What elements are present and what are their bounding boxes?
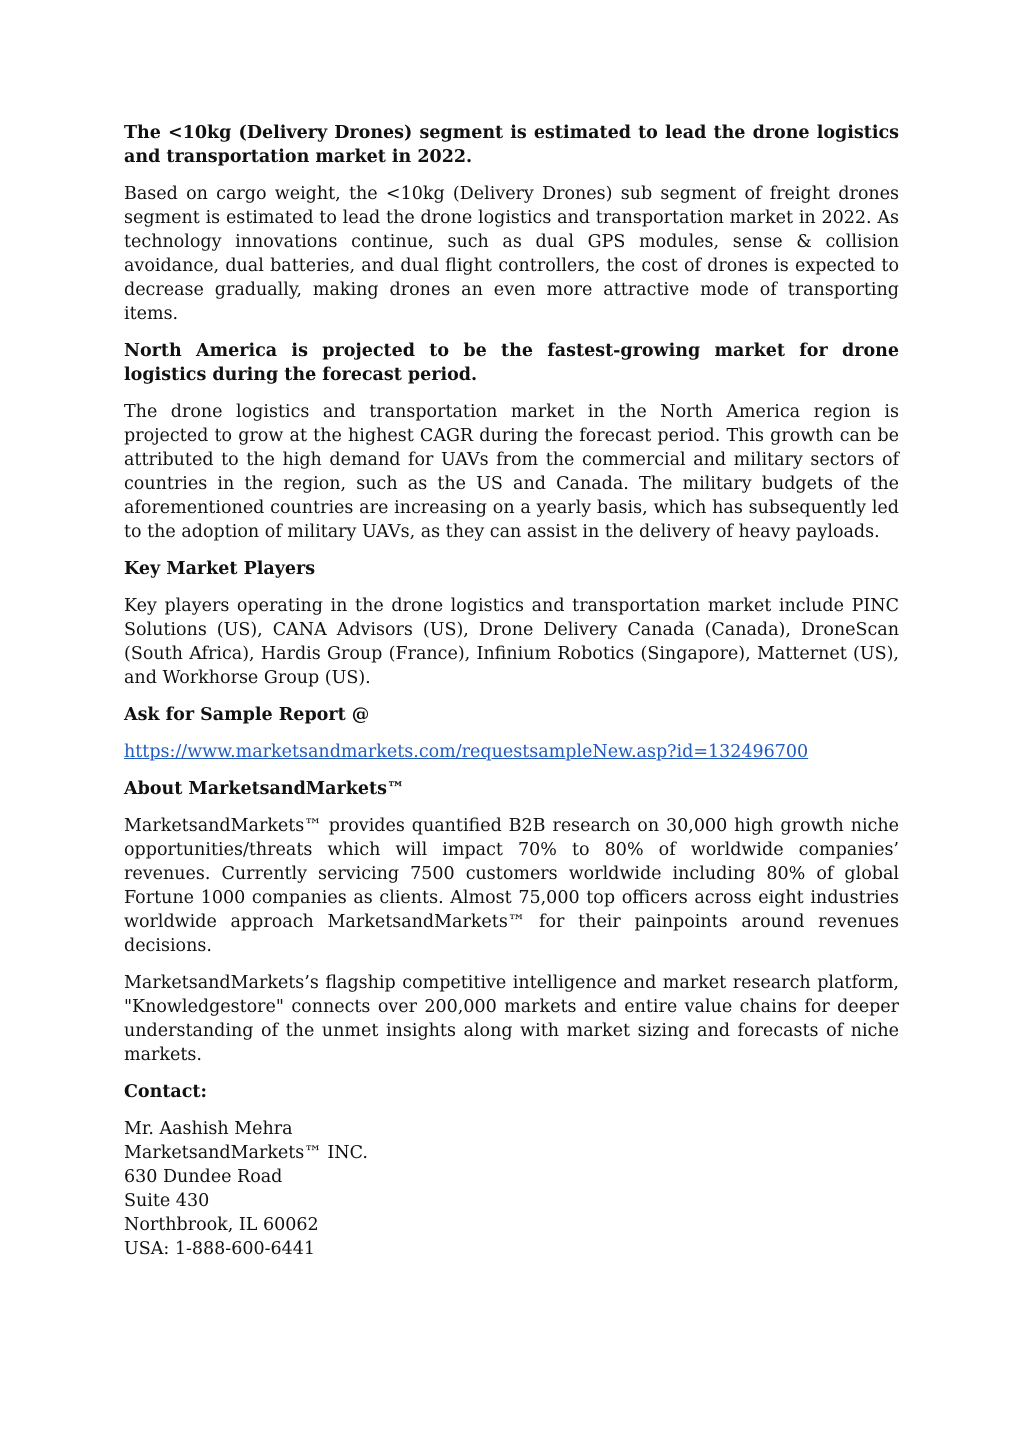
north-america-paragraph: The drone logistics and transportation market in the North America region is projected to grow at the highest CAGR during the forecast period. This growth can be attributed to the high demand for UAVs from the commercial and military sectors of countries in the region, such as the US and Canada. The military budgets of the aforementioned countries are increasing on a yearly basis, which has subsequently led to the adoption of military UAVs, as they can assist in the delivery of heavy payloads. <box>124 402 899 542</box>
contact-suite: Suite 430 <box>124 1191 210 1211</box>
north-america-heading: North America is projected to be the fastest-growing market for drone logistics during the forecast period. <box>124 341 899 385</box>
about-heading: About MarketsandMarkets™ <box>124 779 405 799</box>
key-players-heading: Key Market Players <box>124 559 316 579</box>
contact-street: 630 Dundee Road <box>124 1167 283 1187</box>
document-page <box>124 121 899 1261</box>
sample-report-heading: Ask for Sample Report @ <box>124 705 370 725</box>
about-paragraph-1: MarketsandMarkets™ provides quantified B2B research on 30,000 high growth niche opportunities/threats which will impact 70% to 80% of worldwide companies’ revenues. Currently servicing 7500 customers worldwide including 80% of global Fortune 1000 companies as clients. Almost 75,000 top officers across eight industries worldwide approach MarketsandMarkets™ for their painpoints around revenues decisions. <box>124 816 899 956</box>
contact-address-block <box>124 1117 899 1261</box>
delivery-drones-paragraph: Based on cargo weight, the <10kg (Delivery Drones) sub segment of freight drones segment is estimated to lead the drone logistics and transportation market in 2022. As technology innovations continue, such as dual GPS modules, sense & collision avoidance, dual batteries, and dual flight controllers, the cost of drones is expected to decrease gradually, making drones an even more attractive mode of transporting items. <box>124 184 899 324</box>
contact-company: MarketsandMarkets™ INC. <box>124 1143 368 1163</box>
contact-city: Northbrook, IL 60062 <box>124 1215 319 1235</box>
about-paragraph-2: MarketsandMarkets’s flagship competitive intelligence and market research platform, "Knowledgestore" connects over 200,000 markets and entire value chains for deeper understanding of the unmet insights along with market sizing and forecasts of niche markets. <box>124 973 899 1065</box>
sample-report-link[interactable]: https://www.marketsandmarkets.com/requestsampleNew.asp?id=132496700 <box>124 742 809 762</box>
contact-name: Mr. Aashish Mehra <box>124 1119 293 1139</box>
delivery-drones-heading: The <10kg (Delivery Drones) segment is estimated to lead the drone logistics and transportation market in 2022. <box>124 123 899 167</box>
contact-phone: USA: 1-888-600-6441 <box>124 1239 316 1259</box>
contact-heading: Contact: <box>124 1082 207 1102</box>
key-players-paragraph: Key players operating in the drone logistics and transportation market include PINC Solutions (US), CANA Advisors (US), Drone Delivery Canada (Canada), DroneScan (South Africa), Hardis Group (France), Infinium Robotics (Singapore), Matternet (US), and Workhorse Group (US). <box>124 596 899 688</box>
